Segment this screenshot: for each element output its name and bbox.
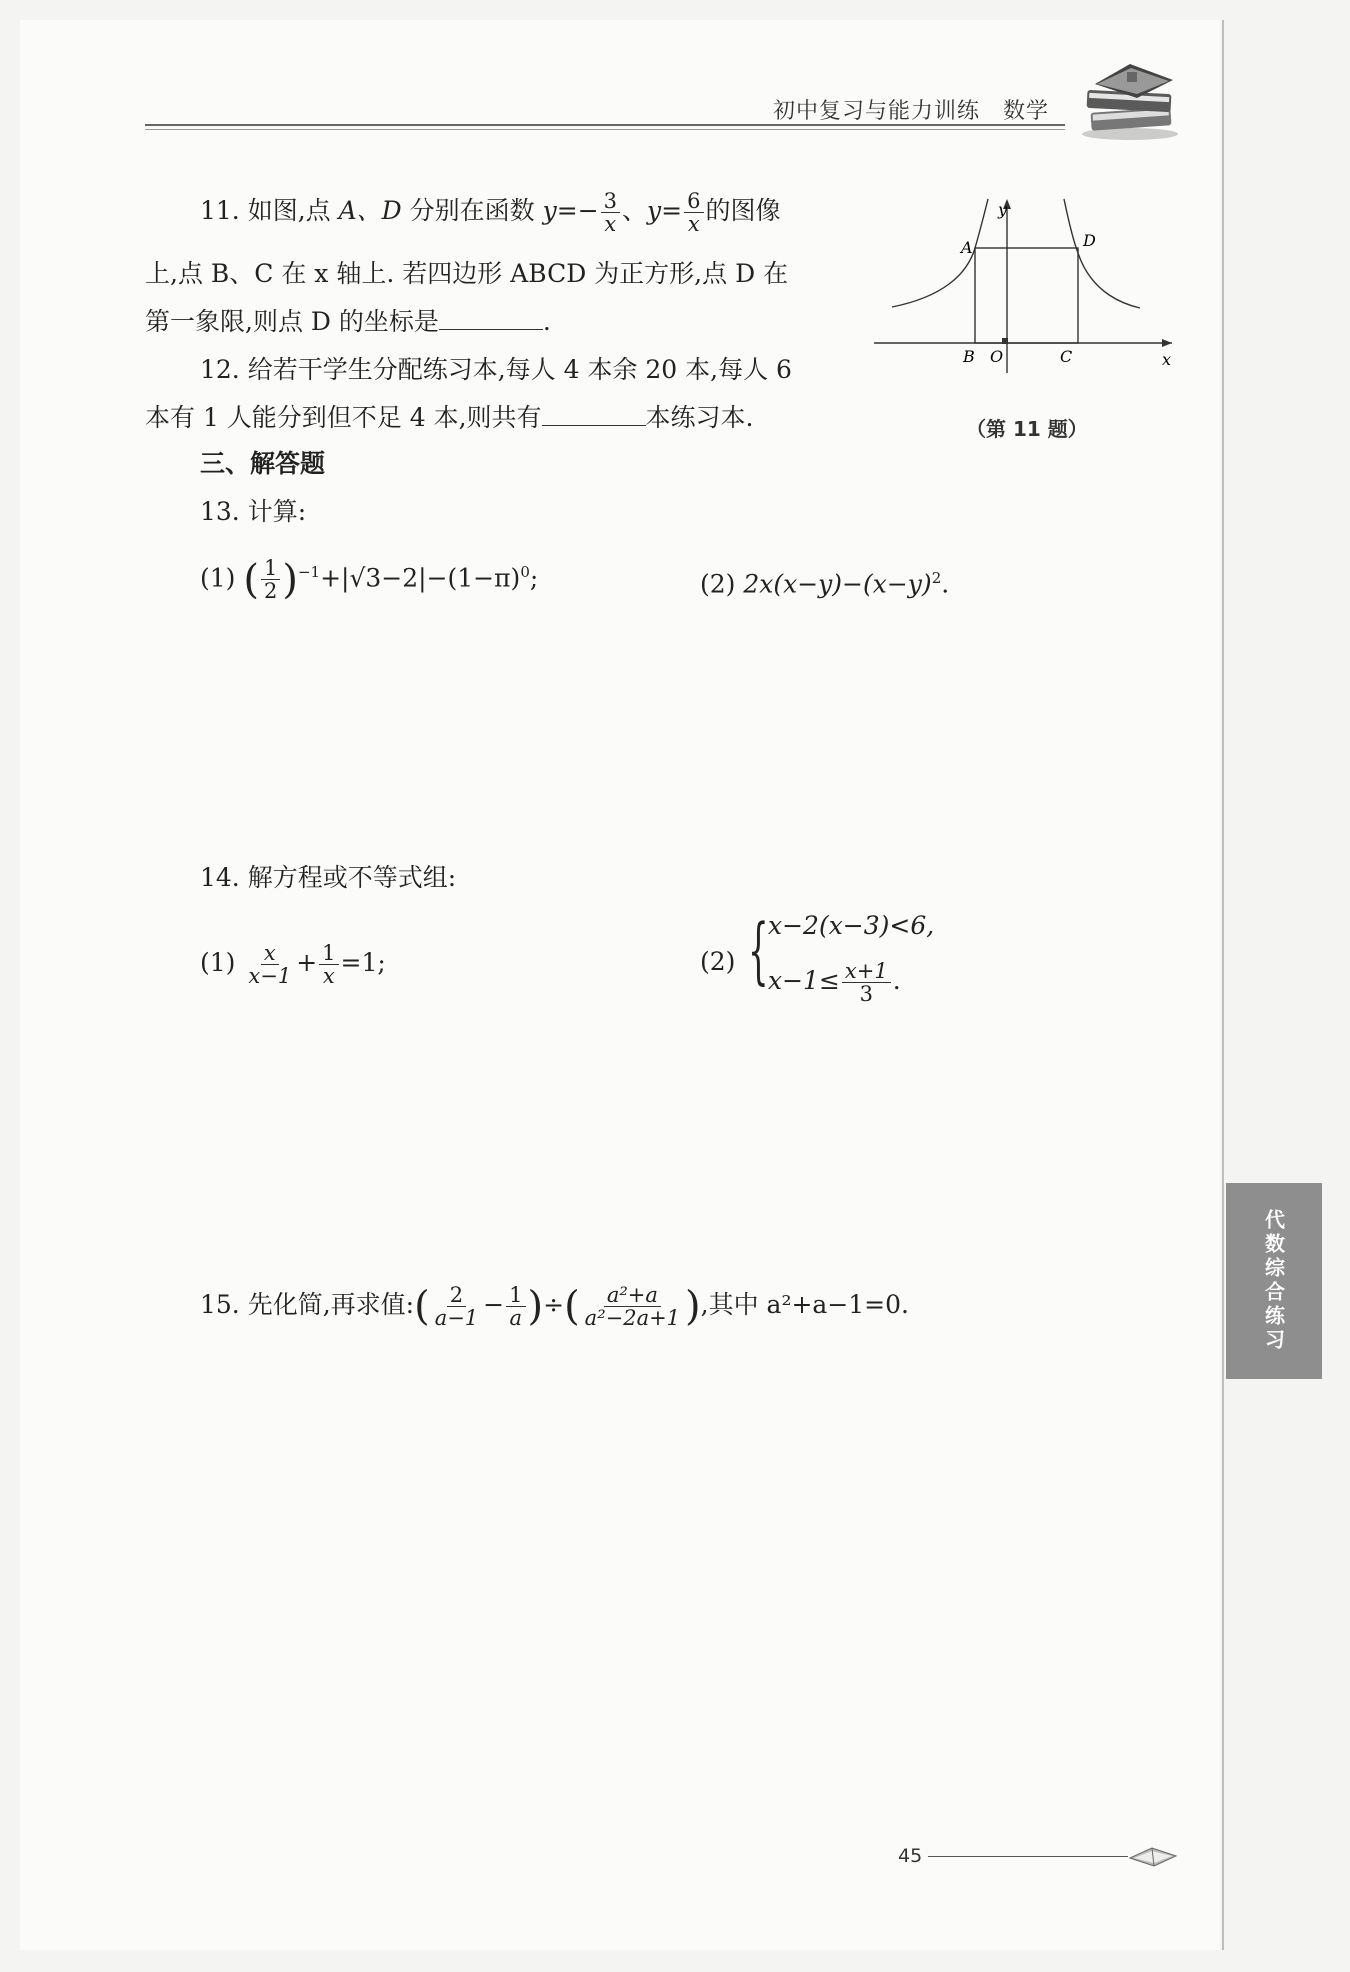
- axis-label-x: x: [1162, 350, 1172, 369]
- header-rule: [145, 124, 1065, 126]
- q14-part2-line2: x−1≤ $\frac{x+1}{3}$ .: [768, 959, 901, 1006]
- q11-line3: 第一象限,则点 D 的坐标是 .: [145, 307, 551, 336]
- q11-line1: 11. 如图,点 A、D 分别在函数 y=− $\frac{3}{x}$ 、y= $\frac{6}{x}$ 的图像: [200, 189, 781, 236]
- answer-blank[interactable]: [542, 401, 646, 426]
- fraction: $\frac{1}{a}$: [506, 1284, 525, 1329]
- q14-part1: (1) $\frac{x}{x-1}$ + $\frac{1}{x}$ =1;: [200, 941, 386, 988]
- binding-edge: [1222, 20, 1224, 1950]
- q13-title: 13. 计算:: [200, 497, 307, 526]
- q12-line2: 本有 1 人能分到但不足 4 本,则共有 本练习本.: [145, 403, 754, 432]
- point-label-A: A: [961, 238, 973, 257]
- point-label-C: C: [1060, 347, 1073, 366]
- fraction: $\frac{6}{x}$: [684, 190, 703, 235]
- q13-part2: (2) $2x(x-y)-(x-y)^2$.: [700, 569, 950, 599]
- fraction: $\frac{\text{a²+a}}{\text{a²−2a+1}}$: [584, 1283, 681, 1330]
- answer-blank[interactable]: [439, 305, 543, 330]
- q14-title: 14. 解方程或不等式组:: [200, 863, 457, 892]
- point-label-B: B: [963, 347, 975, 366]
- fraction: $\frac{x+1}{3}$: [842, 960, 891, 1005]
- side-tab-label: 代数综合练习: [1261, 1209, 1286, 1353]
- fraction: $\frac{x}{x-1}$: [248, 941, 292, 988]
- fraction: $\frac{1}{x}$: [319, 942, 338, 987]
- q15-line: 15. 先化简,再求值:( $\frac{2}{a-1}$ − $\frac{1}{a}$ )÷( $\frac{\text{a²+a}}{\text{a²−2a+1}}$ ),其中 a²+a−1=0.: [200, 1283, 909, 1330]
- q13-part1: (1) ( $\frac{1}{2}$ )$^{-1}+|√3-2|-(1-\pi)^0$;: [200, 556, 539, 604]
- header-title: 初中复习与能力训练 数学: [773, 99, 1050, 124]
- section-title: 三、解答题: [200, 449, 326, 478]
- axis-label-y: y: [998, 200, 1008, 219]
- figure-caption: （第 11 题）: [966, 417, 1088, 441]
- chapter-side-tab: [1226, 1183, 1322, 1379]
- q12-line1: 12. 给若干学生分配练习本,每人 4 本余 20 本,每人 6: [200, 355, 792, 384]
- q14-part2-line1: x−2(x−3)<6,: [768, 911, 935, 940]
- q11-line2: 上,点 B、C 在 x 轴上. 若四边形 ABCD 为正方形,点 D 在: [145, 259, 789, 288]
- fraction: $\frac{3}{x}$: [601, 190, 620, 235]
- book-icon: [1128, 1840, 1178, 1870]
- header-rule-thin: [145, 129, 1065, 130]
- footer-rule: [928, 1856, 1128, 1857]
- books-icon: [1075, 54, 1185, 142]
- origin-label: O: [990, 347, 1004, 366]
- fraction: $\frac{2}{a-1}$: [434, 1283, 479, 1330]
- hyperbola-square-figure: [872, 195, 1192, 375]
- fraction: $\frac{1}{2}$: [261, 557, 280, 602]
- left-brace: {: [748, 908, 769, 992]
- page-number: 45: [898, 1845, 923, 1867]
- point-label-D: D: [1083, 231, 1096, 250]
- q14-part2-label: (2): [700, 947, 736, 976]
